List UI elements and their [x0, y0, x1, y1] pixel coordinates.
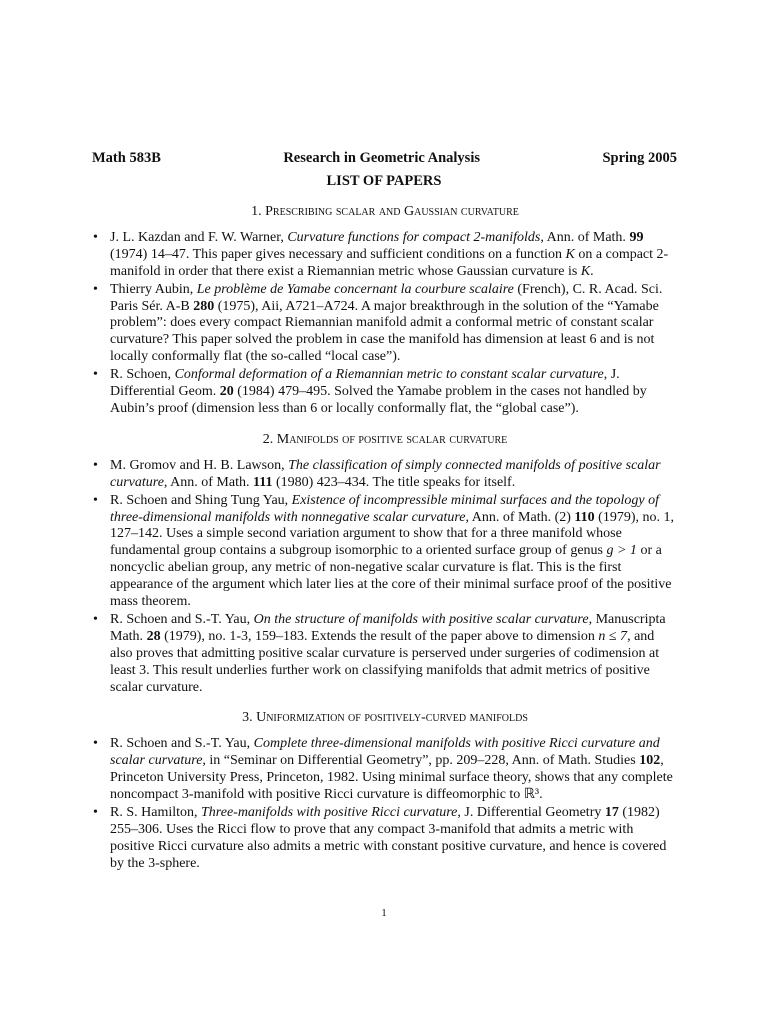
- section-heading: 2. Manifolds of positive scalar curvature: [262, 431, 508, 447]
- section-list: [110, 230, 680, 418]
- list-item: • R. S. Hamilton, Three-manifolds with positive Ricci curvature, J. Differential Geometry 17 (1982) 255–306. Uses the Ricci flow to prove that any compact 3-manifold that admits a metric with positive Ricci curvature also admits a metric with constant positive curvature, and hence is covered by the 3-sphere.: [110, 805, 680, 873]
- list-item: • R. Schoen and Shing Tung Yau, Existence of incompressible minimal surfaces and the topology of three-dimensional manifolds with nonnegative scalar curvature, Ann. of Math. (2) 110 (1979), no. 1, 127–142. Uses a simple second variation argument to show that for a three manifold whose fundamental group contains a subgroup isomorphic to a oriented surface group of genus g > 1 or a noncyclic abelian group, any metric of non-negative scalar curvature is flat. This is the first appearance of the argument which later lies at the core of their minimal surface proof of the positive mass theorem.: [110, 493, 680, 611]
- list-item: • Thierry Aubin, Le problème de Yamabe concernant la courbure scalaire (French), C. R. Acad. Sci. Paris Sér. A-B 280 (1975), Aii, A721–A724. A major breakthrough in the solution of the “Yamabe problem”: does every compact Riemannian manifold admit a conformal metric of constant scalar curvature? This paper solved the problem in case the manifold has dimension at least 6 and is not locally conformally flat (the so-called “local case”).: [110, 282, 680, 367]
- course-term: Spring 2005: [602, 150, 677, 166]
- list-item: • J. L. Kazdan and F. W. Warner, Curvature functions for compact 2-manifolds, Ann. of Math. 99 (1974) 14–47. This paper gives necessary and sufficient conditions on a function K on a compact 2-manifold in order that there exist a Riemannian metric whose Gaussian curvature is K.: [110, 230, 680, 281]
- section-heading: 3. Uniformization of positively-curved manifolds: [242, 710, 528, 726]
- section-heading: 1. Prescribing scalar and Gaussian curvature: [251, 204, 519, 219]
- list-item: • R. Schoen and S.-T. Yau, On the structure of manifolds with positive scalar curvature, Manuscripta Math. 28 (1979), no. 1-3, 159–183. Extends the result of the paper above to dimension n ≤ 7, and also proves that admitting positive scalar curvature is perserved under surgeries of codimension at least 3. This result underlies further work on classifying manifolds that admit metrics of positive scalar curvature.: [110, 612, 680, 697]
- list-item: • M. Gromov and H. B. Lawson, The classification of simply connected manifolds of positive scalar curvature, Ann. of Math. 111 (1980) 423–434. The title speaks for itself.: [110, 458, 680, 492]
- course-header: [92, 150, 677, 167]
- list-item: • R. Schoen and S.-T. Yau, Complete three-dimensional manifolds with positive Ricci curvature and scalar curvature, in “Seminar on Differential Geometry”, pp. 209–228, Ann. of Math. Studies 102, Princeton University Press, Princeton, 1982. Using minimal surface theory, shows that any complete noncompact 3-manifold with positive Ricci curvature is diffeomorphic to ℝ³.: [110, 736, 680, 804]
- section-list: [110, 736, 680, 872]
- section-list: [110, 458, 680, 697]
- paper-list: [110, 200, 680, 887]
- course-title: Research in Geometric Analysis: [283, 150, 480, 166]
- list-item: • R. Schoen, Conformal deformation of a Riemannian metric to constant scalar curvature, J. Differential Geom. 20 (1984) 479–495. Solved the Yamabe problem in the cases not handled by Aubin’s proof (dimension less than 6 or locally conformally flat, the “global case”).: [110, 367, 680, 418]
- course-number: Math 583B: [92, 150, 161, 166]
- page-number: 1: [381, 907, 387, 919]
- document-title: LIST OF PAPERS: [326, 173, 442, 189]
